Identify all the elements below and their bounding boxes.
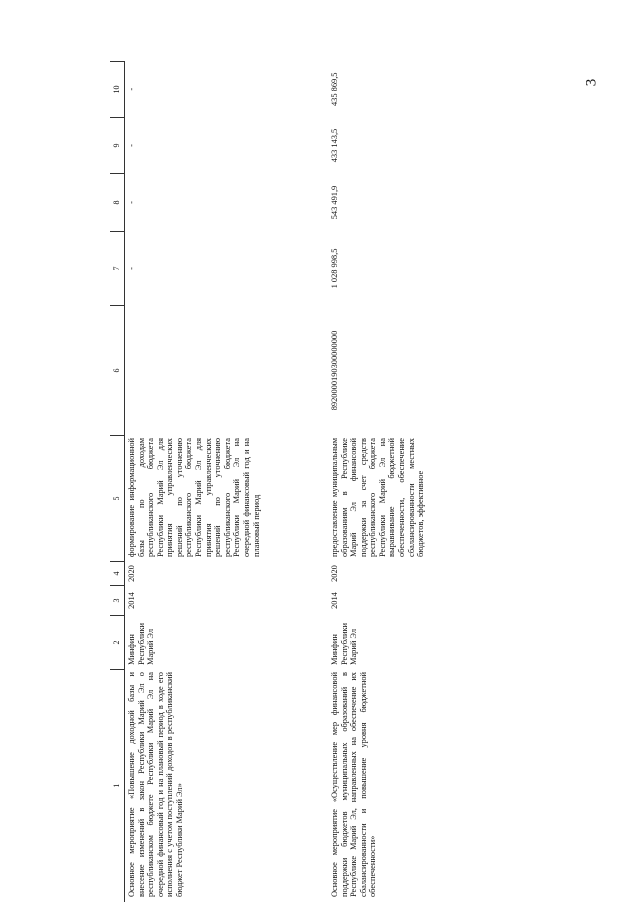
amount-year-3-cell: -	[127, 87, 136, 91]
amount-year-2-cell: 433 143,5	[330, 128, 339, 163]
column-header: 4	[110, 562, 125, 586]
page-number: 3	[583, 78, 600, 87]
budget-code-cell	[125, 306, 328, 436]
executor-cell: Минфин Республики Марий Эл	[127, 622, 156, 665]
executor-cell: Минфин Республики Марий Эл	[330, 622, 359, 665]
amount-year-3-cell: 435 869,5	[330, 72, 339, 106]
expected-result-cell: предоставление муниципальным образованиям в Республике Марий Эл финансовой поддержки за счет средств республиканского бюджета Республики Марий Эл на выравнивание бюджетной обеспеченности, обеспечение сбалансированности местных бюджетов, эффективное	[330, 438, 426, 557]
program-measures-table	[110, 61, 426, 902]
column-header: 2	[110, 616, 125, 670]
end-year-cell: 2020	[330, 565, 339, 582]
budget-code-cell: 8920000190300000000	[330, 330, 339, 411]
start-year-cell: 2014	[127, 592, 136, 609]
rotated-table-container	[110, 62, 630, 902]
amount-year-1-cell: -	[127, 201, 136, 204]
start-year-cell: 2014	[330, 592, 339, 609]
column-header: 1	[110, 670, 125, 902]
amount-year-1-cell: 543 491,9	[330, 185, 339, 220]
column-header: 8	[110, 174, 125, 232]
expected-result-cell: формирование информационной базы по доходам республиканского бюджета Республики Марий Эл для принятия управленческих решений по уточнению республиканского бюджета Республики Марий Эл для принятия управленческих решений по уточнению республиканского бюджета Республики Марий Эл на очередной финансовый год и на плановый период	[127, 438, 261, 557]
table-row	[125, 62, 328, 902]
measure-name-cell: Основное мероприятие «Осуществление мер финансовой поддержки бюджетов муниципальных образований в Республике Марий Эл, направленных на обеспечение их сбалансированности и повышение уровня бюджетной обеспеченности»	[330, 672, 378, 897]
column-header: 9	[110, 118, 125, 174]
column-header: 10	[110, 62, 125, 118]
column-header: 6	[110, 306, 125, 436]
column-header: 7	[110, 232, 125, 306]
column-number-header-row	[110, 62, 125, 902]
amount-year-2-cell: -	[127, 144, 136, 147]
measure-name-cell: Основное мероприятие «Повышение доходной базы и внесение изменений в закон Республики Марий Эл о республиканском бюджете Республики Марий Эл на очередной финансовый год и на плановый период в ходе его исполнения с учетом поступлений доходов в республиканский бюджет Республики Марий Эл»	[127, 672, 184, 897]
column-header: 3	[110, 586, 125, 616]
table-row	[327, 62, 426, 902]
amount-total-cell: 1 028 998,5	[330, 248, 339, 289]
column-header: 5	[110, 436, 125, 562]
end-year-cell: 2020	[127, 565, 136, 582]
amount-total-cell: -	[127, 267, 136, 270]
